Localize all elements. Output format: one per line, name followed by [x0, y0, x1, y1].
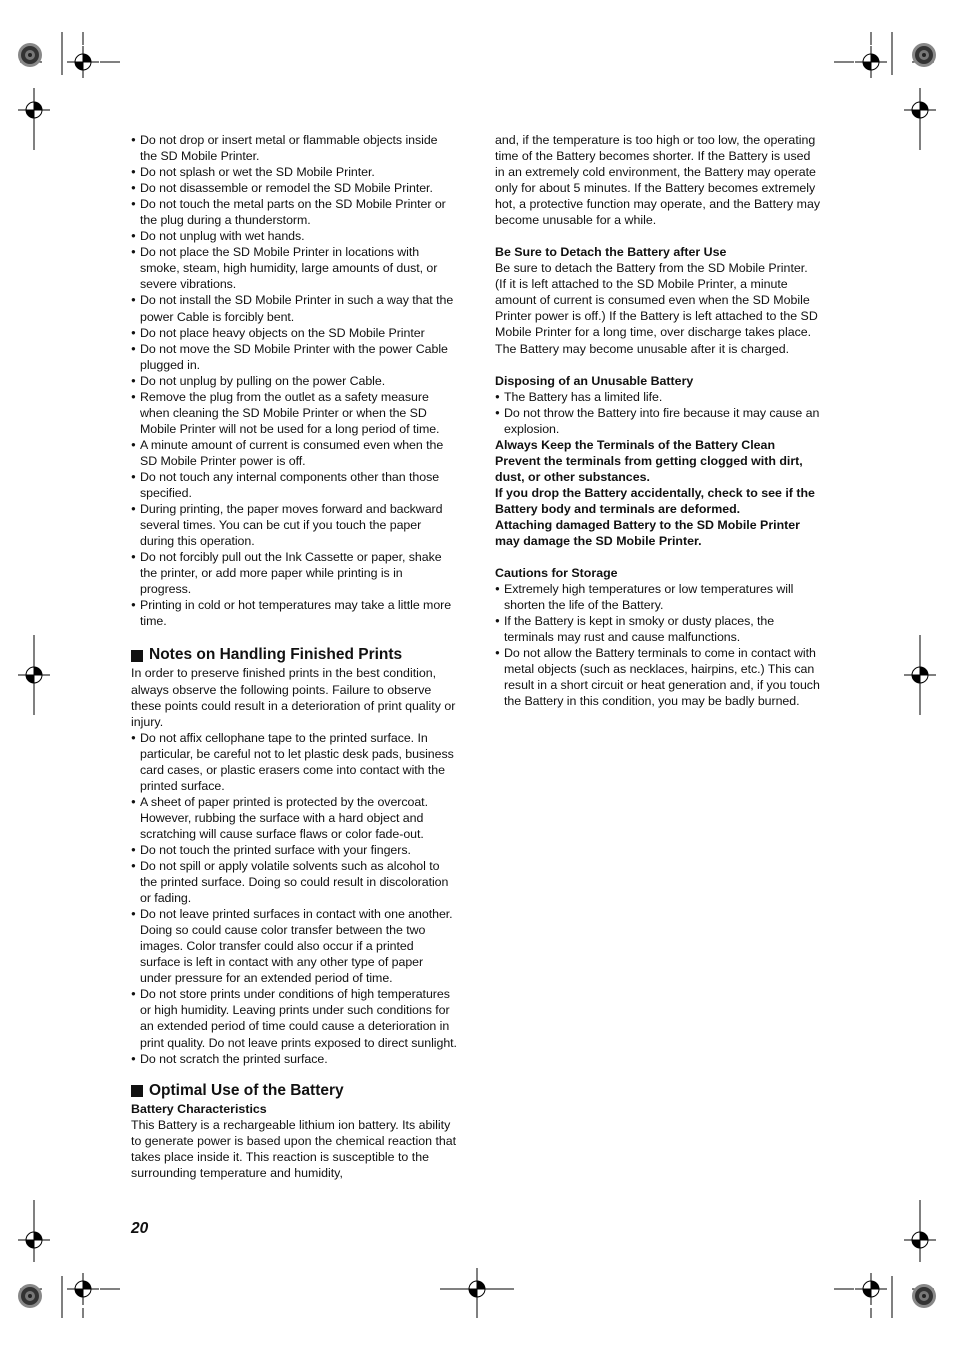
list-item: ● If the Battery is kept in smoky or dusty places, the terminals may rust and cause malfunctions.: [495, 613, 821, 645]
disposing-list: [495, 389, 821, 437]
list-item: ● Do not leave printed surfaces in contact with one another. Doing so could cause color transfer between the two images. Color transfer could also occur if a printed surface is left in contact with any other type of paper under pressure for an extended period of time.: [131, 906, 457, 986]
detach-heading: Be Sure to Detach the Battery after Use: [495, 245, 727, 260]
list-item: ● Remove the plug from the outlet as a safety measure when cleaning the SD Mobile Printer or when the SD Mobile Printer will not be used for a long period of time.: [131, 389, 457, 437]
storage-list: [495, 581, 821, 709]
list-item: ● Do not spill or apply volatile solvents such as alcohol to the printed surface. Doing so could result in discoloration or fading.: [131, 858, 457, 906]
page-number: 20: [131, 1220, 149, 1237]
list-item: ● Do not forcibly pull out the Ink Cassette or paper, shake the printer, or add more paper while printing is in progress.: [131, 549, 457, 597]
list-item: ● Do not scratch the printed surface.: [131, 1051, 457, 1067]
list-item: ● Do not disassemble or remodel the SD Mobile Printer.: [131, 180, 457, 196]
damaged-battery-note: Attaching damaged Battery to the SD Mobile Printer may damage the SD Mobile Printer.: [495, 517, 800, 548]
list-item: ● Extremely high temperatures or low temperatures will shorten the life of the Battery.: [495, 581, 821, 613]
safety-precautions-list: [131, 132, 457, 629]
disposing-heading: Disposing of an Unusable Battery: [495, 373, 694, 388]
list-item: ● Do not place heavy objects on the SD Mobile Printer: [131, 325, 457, 341]
list-item: ● Do not throw the Battery into fire because it may cause an explosion.: [495, 405, 821, 437]
detach-text: Be sure to detach the Battery from the SD Mobile Printer. (If it is left attached to the SD Mobile Printer, a minute amount of current is consumed even when the SD Mobile Printer power is off.) If the Battery is left attached to the SD Mobile Printer for a long time, over discharge takes place. The Battery may become unusable after it is charged.: [495, 261, 818, 356]
handling-heading: [131, 645, 457, 665]
right-column: [495, 132, 821, 709]
battery-characteristics-text: This Battery is a rechargeable lithium ion battery. Its ability to generate power is based upon the chemical reaction that takes place inside it. This reaction is susceptible to the surrounding temperature and humidity,: [131, 1117, 457, 1180]
list-item: ● Do not touch the printed surface with your fingers.: [131, 842, 457, 858]
list-item: ● A minute amount of current is consumed even when the SD Mobile Printer power is off.: [131, 437, 457, 469]
list-item: ● The Battery has a limited life.: [495, 389, 821, 405]
terminals-clean-note: Always Keep the Terminals of the Battery Clean: [495, 437, 776, 452]
prevent-clogging-note: Prevent the terminals from getting clogged with dirt, dust, or other substances.: [495, 453, 803, 484]
list-item: ● Do not splash or wet the SD Mobile Printer.: [131, 164, 457, 180]
list-item: ● Do not unplug with wet hands.: [131, 228, 457, 244]
list-item: ● Do not move the SD Mobile Printer with the power Cable plugged in.: [131, 341, 457, 373]
battery-heading-text: Optimal Use of the Battery: [149, 1081, 344, 1099]
square-bullet-icon: [131, 650, 143, 662]
list-item: ● Do not touch the metal parts on the SD Mobile Printer or the plug during a thunderstorm.: [131, 196, 457, 228]
drop-check-note: If you drop the Battery accidentally, check to see if the Battery body and terminals are deformed.: [495, 485, 815, 516]
square-bullet-icon: [131, 1085, 143, 1097]
list-item: ● During printing, the paper moves forward and backward several times. You can be cut if you touch the paper during this operation.: [131, 501, 457, 549]
list-item: ● Do not store prints under conditions of high temperatures or high humidity. Leaving prints under such conditions for an extended period of time could cause a deterioration in print quality. Do not leave prints exposed to direct sunlight.: [131, 986, 457, 1050]
handling-heading-text: Notes on Handling Finished Prints: [149, 646, 403, 664]
battery-characteristics-heading: Battery Characteristics: [131, 1101, 267, 1116]
storage-heading: Cautions for Storage: [495, 566, 618, 581]
battery-heading: [131, 1081, 457, 1101]
battery-continued-text: and, if the temperature is too high or too low, the operating time of the Battery becomes shorter. If the Battery is used in an extremely cold environment, the Battery may operate only for about 5 minutes. If the Battery becomes extremely hot, a protective function may operate, and the Battery may become unusable for a while.: [495, 133, 821, 228]
list-item: ● Do not place the SD Mobile Printer in locations with smoke, steam, high humidity, large amounts of dust, or severe vibrations.: [131, 244, 457, 292]
list-item: ● Do not affix cellophane tape to the printed surface. In particular, be careful not to let plastic desk pads, business card cases, or plastic erasers come into contact with the printed surface.: [131, 730, 457, 794]
list-item: ● Do not drop or insert metal or flammable objects inside the SD Mobile Printer.: [131, 132, 457, 164]
list-item: ● Do not install the SD Mobile Printer in such a way that the power Cable is forcibly bent.: [131, 292, 457, 324]
list-item: ● Do not touch any internal components other than those specified.: [131, 469, 457, 501]
list-item: ● Do not allow the Battery terminals to come in contact with metal objects (such as necklaces, hairpins, etc.) This can result in a short circuit or heat generation and, if you touch the Battery in this condition, you may be badly burned.: [495, 645, 821, 709]
handling-intro: In order to preserve finished prints in the best condition, always observe the following points. Failure to observe these points could result in a deterioration of print quality or injury.: [131, 666, 456, 729]
left-column: [131, 132, 457, 1181]
list-item: ● Do not unplug by pulling on the power Cable.: [131, 373, 457, 389]
list-item: ● Printing in cold or hot temperatures may take a little more time.: [131, 597, 457, 629]
list-item: ● A sheet of paper printed is protected by the overcoat. However, rubbing the surface with a hard object and scratching will cause surface flaws or color fade-out.: [131, 794, 457, 842]
handling-list: [131, 730, 457, 1067]
